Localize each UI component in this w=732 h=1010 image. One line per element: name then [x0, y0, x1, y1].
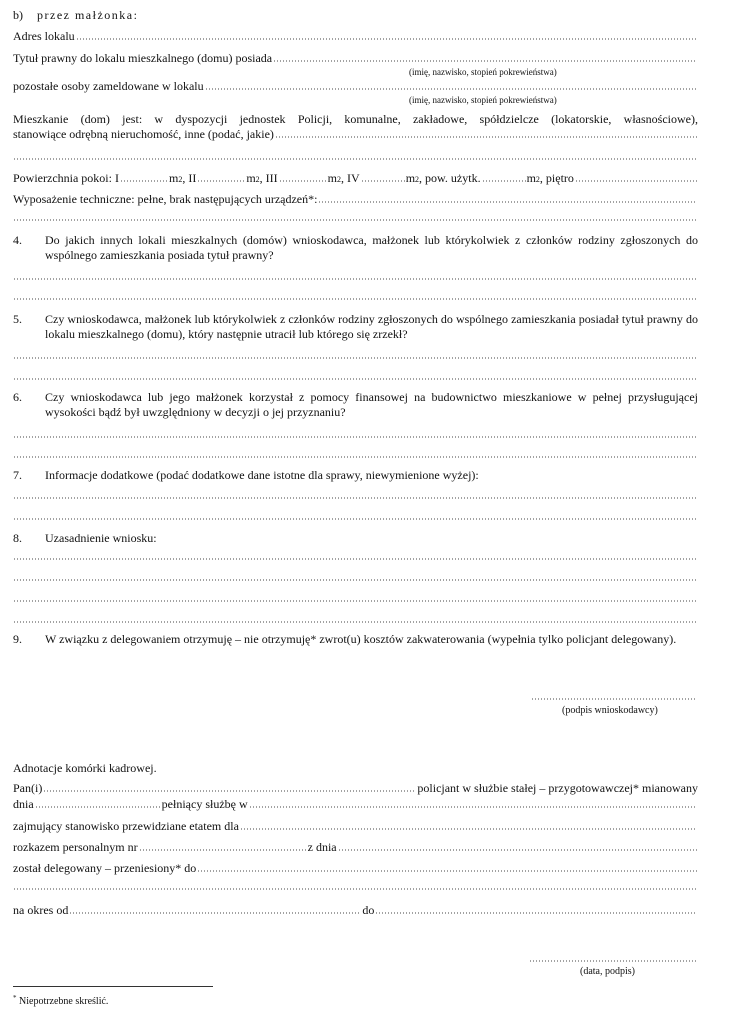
area-room-2-field[interactable] — [197, 172, 245, 182]
disposal-extra-line[interactable] — [13, 158, 698, 161]
address-row — [13, 29, 698, 44]
other-residents-label: pozostałe osoby zameldowane w lokalu — [13, 79, 204, 93]
section-b-heading — [13, 8, 698, 23]
area-label: Powierzchnia pokoi: I — [13, 171, 119, 185]
serving-label: pełniący służbę w — [161, 797, 248, 811]
section-b-marker: b) — [13, 8, 23, 22]
period-from-field[interactable] — [69, 904, 361, 914]
question-4-text: Do jakich innych lokali mieszkalnych (domów) wnioskodawca, małżonek lub którykolwiek z członków rodziny zgłoszonych do wspólnego zamieszkania posiada tytuł prawny? — [45, 233, 698, 262]
applicant-signature-line[interactable] — [531, 698, 697, 701]
question-5-number: 5. — [13, 312, 22, 326]
hr-delegated-row — [13, 861, 698, 876]
hr-position-row — [13, 819, 698, 834]
footnote-mark: * — [13, 994, 17, 1002]
order-date-label: z dnia — [307, 840, 337, 854]
disposal-text-2: stanowiące odrębną nieruchomość, inne (podać, jakie) — [13, 127, 274, 141]
persons-hint-2: (imię, nazwisko, stopień pokrewieństwa) — [409, 95, 557, 105]
question-8-text: Uzasadnienie wniosku: — [45, 531, 157, 545]
question-6-number: 6. — [13, 390, 22, 404]
question-6-text: Czy wnioskodawca lub jego małżonek korzystał z pomocy finansowej na budownictwo mieszkaniowe w pełnej przysługującej wysokości bądź był uwzględniony w decyzji o jej przyznaniu? — [45, 390, 698, 419]
question-5-text: Czy wnioskodawca, małżonek lub którykolwiek z członków rodziny zgłoszonych do wspólnego zamieszkania posiadał tytuł prawny do lokalu mieszkalnego (domu), który następnie utracił lub którego się zrzekł? — [45, 312, 698, 341]
order-number-field[interactable] — [139, 841, 307, 851]
address-field[interactable] — [76, 30, 697, 40]
hr-heading — [13, 761, 698, 776]
address-label: Adres lokalu — [13, 29, 75, 43]
hr-period-row — [13, 903, 698, 918]
hr-order-row — [13, 840, 698, 855]
order-date-field[interactable] — [338, 841, 697, 851]
question-8-answer-line[interactable] — [13, 600, 698, 603]
hr-signature-caption: (data, podpis) — [580, 966, 635, 977]
persons-hint-1: (imię, nazwisko, stopień pokrewieństwa) — [409, 67, 557, 77]
question-8-answer-line[interactable] — [13, 621, 698, 624]
question-6-answer-line[interactable] — [13, 436, 698, 439]
disposal-other-field[interactable] — [275, 128, 697, 138]
question-4-answer-line[interactable] — [13, 298, 698, 301]
legal-title-row — [13, 51, 698, 66]
question-6-answer-line[interactable] — [13, 456, 698, 459]
other-residents-row — [13, 79, 698, 94]
legal-title-field[interactable] — [273, 52, 697, 62]
floor-field[interactable] — [575, 172, 697, 182]
hr-signature-line[interactable] — [529, 960, 697, 963]
question-8-answer-line[interactable] — [13, 558, 698, 561]
position-field[interactable] — [240, 820, 697, 830]
disposal-line-1 — [13, 112, 698, 127]
officer-status-text: policjant w służbie stałej – przygotowawczej* mianowany — [417, 781, 698, 795]
question-5-answer-line[interactable] — [13, 357, 698, 360]
footnote — [13, 992, 108, 1008]
order-label: rozkazem personalnym nr — [13, 840, 138, 854]
question-4-number: 4. — [13, 233, 22, 247]
question-7-text: Informacje dodatkowe (podać dodatkowe dane istotne dla sprawy, niewymienione wyżej): — [45, 468, 479, 482]
question-5-answer-line[interactable] — [13, 378, 698, 381]
delegated-to-field[interactable] — [197, 862, 697, 872]
equipment-row — [13, 192, 698, 207]
disposal-line-2 — [13, 127, 698, 142]
equipment-field[interactable] — [318, 193, 697, 203]
hr-extra-line[interactable] — [13, 888, 698, 891]
question-4-answer-line[interactable] — [13, 278, 698, 281]
applicant-signature-caption: (podpis wnioskodawcy) — [562, 705, 658, 716]
other-residents-field[interactable] — [205, 80, 697, 90]
question-7-number: 7. — [13, 468, 22, 482]
question-7-answer-line[interactable] — [13, 497, 698, 500]
area-room-4-field[interactable] — [361, 172, 405, 182]
section-b-title: przez małżonka: — [37, 8, 139, 22]
question-9-text: W związku z delegowaniem otrzymuję – nie otrzymuję* zwrot(u) kosztów zakwaterowania (wypełnia tylko policjant delegowany). — [45, 632, 677, 646]
day-label: dnia — [13, 797, 34, 811]
period-to-field[interactable] — [375, 904, 697, 914]
area-usable-field[interactable] — [482, 172, 526, 182]
area-row: Powierzchnia pokoi: I m 2 , II m 2 , III m 2 , IV m 2 , pow. użytk. m 2 , piętro — [13, 171, 698, 187]
footnote-text: Niepotrzebne skreślić. — [19, 996, 109, 1007]
area-room-1-field[interactable] — [120, 172, 168, 182]
period-to-label: do — [362, 903, 375, 917]
delegated-label: został delegowany – przeniesiony* do — [13, 861, 197, 875]
period-from-label: na okres od — [13, 903, 69, 917]
footnote-separator — [13, 986, 213, 987]
question-8-answer-line[interactable] — [13, 579, 698, 582]
hr-heading-text: Adnotacje komórki kadrowej. — [13, 761, 157, 775]
pan-name-field[interactable] — [43, 782, 416, 792]
question-8-number: 8. — [13, 531, 22, 545]
equipment-label: Wyposażenie techniczne: pełne, brak następujących urządzeń*: — [13, 192, 318, 206]
hr-day-row — [13, 797, 698, 812]
hr-pan-row — [13, 781, 698, 796]
area-room-3-field[interactable] — [279, 172, 327, 182]
appointment-date-field[interactable] — [35, 798, 161, 808]
equipment-extra-line[interactable] — [13, 219, 698, 222]
position-label: zajmujący stanowisko przewidziane etatem dla — [13, 819, 239, 833]
legal-title-label: Tytuł prawny do lokalu mieszkalnego (domu) posiada — [13, 51, 273, 65]
question-7-answer-line[interactable] — [13, 518, 698, 521]
serving-unit-field[interactable] — [249, 798, 697, 808]
pan-label: Pan(i) — [13, 781, 43, 795]
question-9-number: 9. — [13, 632, 22, 646]
disposal-text-1: Mieszkanie (dom) jest: w dyspozycji jednostek Policji, komunalne, zakładowe, spółdzielcze (lokatorskie, własnościowe), — [13, 112, 698, 126]
